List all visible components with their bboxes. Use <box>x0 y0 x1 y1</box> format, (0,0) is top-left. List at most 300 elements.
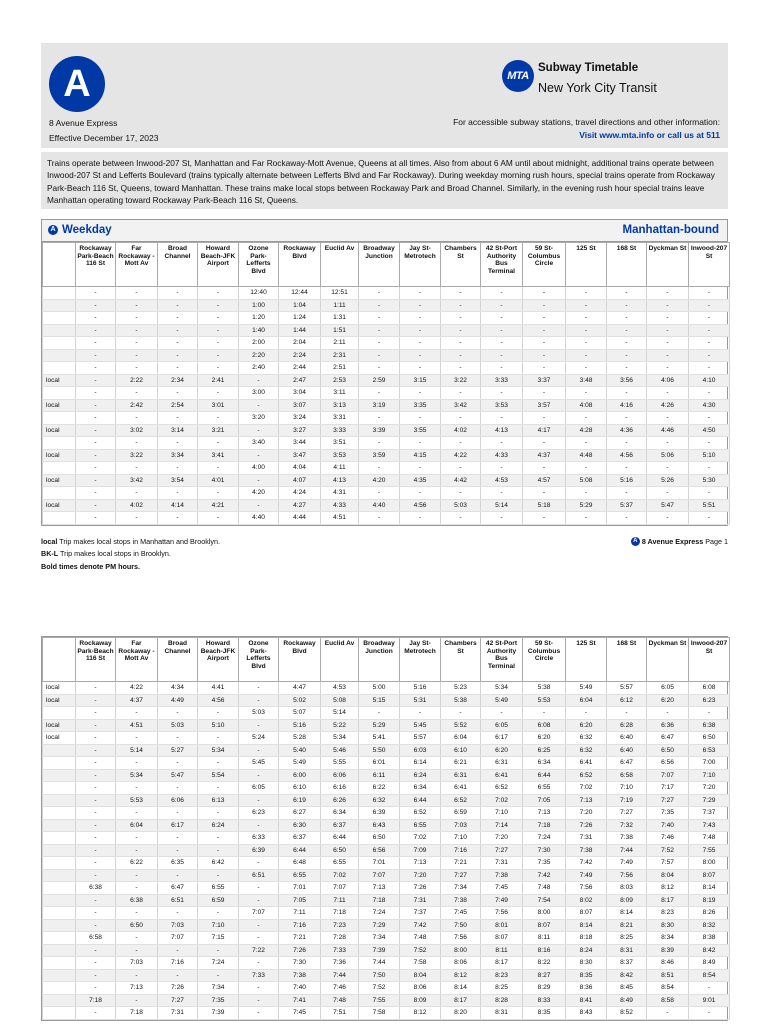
time-cell: 6:56 <box>359 844 400 857</box>
time-cell: 4:27 <box>279 499 321 512</box>
time-cell: - <box>76 907 116 920</box>
column-header: 59 St-Columbus Circle <box>523 638 566 682</box>
time-cell: 3:47 <box>279 449 321 462</box>
time-cell: - <box>359 487 400 500</box>
time-cell: - <box>239 719 279 732</box>
time-cell: 3:37 <box>523 374 566 387</box>
time-cell: 5:46 <box>321 744 359 757</box>
time-cell: - <box>198 287 239 300</box>
trip-note-cell <box>43 387 76 400</box>
time-cell: - <box>76 512 116 525</box>
time-cell: 3:42 <box>116 474 158 487</box>
time-cell: 8:25 <box>607 932 647 945</box>
time-cell: - <box>198 312 239 325</box>
time-cell: - <box>647 299 689 312</box>
time-cell: 8:17 <box>647 894 689 907</box>
time-cell: 4:24 <box>279 487 321 500</box>
time-cell: - <box>607 362 647 375</box>
time-cell: 8:06 <box>441 957 481 970</box>
time-cell: - <box>158 337 198 350</box>
time-cell: - <box>523 487 566 500</box>
time-cell: 1:24 <box>279 312 321 325</box>
time-cell: 5:22 <box>321 719 359 732</box>
time-cell: - <box>239 474 279 487</box>
time-cell: - <box>116 844 158 857</box>
time-cell: 5:47 <box>158 769 198 782</box>
time-cell: 6:08 <box>523 719 566 732</box>
time-cell: 7:35 <box>647 807 689 820</box>
time-cell: 7:38 <box>566 844 607 857</box>
time-cell: - <box>647 287 689 300</box>
time-cell: 6:30 <box>279 819 321 832</box>
time-cell: 7:45 <box>441 907 481 920</box>
trip-note-cell <box>43 1007 76 1020</box>
time-cell: - <box>198 487 239 500</box>
time-cell: 5:10 <box>198 719 239 732</box>
time-cell: - <box>607 287 647 300</box>
time-cell: 5:34 <box>321 732 359 745</box>
time-cell: - <box>239 857 279 870</box>
time-cell: 3:04 <box>279 387 321 400</box>
time-cell: - <box>116 324 158 337</box>
time-cell: 7:38 <box>441 894 481 907</box>
time-cell: 7:27 <box>481 844 523 857</box>
time-cell: - <box>76 807 116 820</box>
time-cell: 4:10 <box>689 374 730 387</box>
time-cell: 2:59 <box>359 374 400 387</box>
time-cell: 4:31 <box>321 487 359 500</box>
time-cell: - <box>607 707 647 720</box>
time-cell: 5:15 <box>359 694 400 707</box>
time-cell: 5:57 <box>607 682 647 695</box>
time-cell: 6:33 <box>239 832 279 845</box>
trip-note-cell <box>43 807 76 820</box>
time-cell: - <box>76 794 116 807</box>
time-cell: 5:10 <box>689 449 730 462</box>
time-cell: 3:19 <box>359 399 400 412</box>
time-cell: 3:34 <box>158 449 198 462</box>
time-cell: 4:07 <box>279 474 321 487</box>
time-cell: 7:42 <box>523 869 566 882</box>
time-cell: - <box>76 682 116 695</box>
time-cell: 7:31 <box>481 857 523 870</box>
time-cell: 3:22 <box>441 374 481 387</box>
time-cell: - <box>239 894 279 907</box>
table-row <box>43 299 730 312</box>
time-cell: 8:00 <box>441 944 481 957</box>
time-cell: 8:27 <box>523 969 566 982</box>
route-name: 8 Avenue Express <box>49 118 118 128</box>
time-cell: 7:27 <box>607 807 647 820</box>
time-cell: 7:03 <box>116 957 158 970</box>
time-cell: - <box>607 324 647 337</box>
trip-note-cell <box>43 462 76 475</box>
time-cell: 6:55 <box>400 819 441 832</box>
time-cell: - <box>566 324 607 337</box>
time-cell: 12:51 <box>321 287 359 300</box>
time-cell: 3:48 <box>566 374 607 387</box>
time-cell: 7:02 <box>566 782 607 795</box>
time-cell: 7:13 <box>116 982 158 995</box>
time-cell: - <box>441 312 481 325</box>
time-cell: 1:44 <box>279 324 321 337</box>
time-cell: 6:40 <box>607 744 647 757</box>
table-row <box>43 844 730 857</box>
time-cell: 5:14 <box>321 707 359 720</box>
time-cell: 5:54 <box>198 769 239 782</box>
time-cell: 7:00 <box>689 757 730 770</box>
time-cell: - <box>607 437 647 450</box>
time-cell: - <box>239 794 279 807</box>
trip-note-cell <box>43 349 76 362</box>
time-cell: 8:58 <box>647 994 689 1007</box>
time-cell: 3:42 <box>441 399 481 412</box>
time-cell: 1:11 <box>321 299 359 312</box>
column-header: 168 St <box>607 638 647 682</box>
visit-link[interactable]: Visit www.mta.info or call us at 511 <box>579 130 720 140</box>
table-row <box>43 694 730 707</box>
time-cell: - <box>607 412 647 425</box>
time-cell: - <box>158 907 198 920</box>
time-cell: - <box>523 437 566 450</box>
time-cell: 7:16 <box>441 844 481 857</box>
time-cell: 5:49 <box>279 757 321 770</box>
page-ref-page: Page 1 <box>705 536 728 546</box>
time-cell: 5:55 <box>321 757 359 770</box>
time-cell: - <box>116 287 158 300</box>
table-row <box>43 349 730 362</box>
time-cell: - <box>76 462 116 475</box>
time-cell: 5:18 <box>523 499 566 512</box>
time-cell: 7:09 <box>400 844 441 857</box>
time-cell: - <box>566 387 607 400</box>
time-cell: 3:53 <box>321 449 359 462</box>
trip-note-cell <box>43 782 76 795</box>
time-cell: 7:48 <box>321 994 359 1007</box>
time-cell: 6:44 <box>321 832 359 845</box>
time-cell: - <box>239 957 279 970</box>
time-cell: 5:27 <box>158 744 198 757</box>
time-cell: 6:20 <box>523 732 566 745</box>
time-cell: - <box>198 844 239 857</box>
time-cell: 5:30 <box>689 474 730 487</box>
time-cell: 7:27 <box>647 794 689 807</box>
trip-note-cell: local <box>43 719 76 732</box>
time-cell: - <box>400 312 441 325</box>
column-header: Chambers St <box>441 638 481 682</box>
time-cell: 4:02 <box>116 499 158 512</box>
time-cell: - <box>76 437 116 450</box>
time-cell: 3:15 <box>400 374 441 387</box>
time-cell: - <box>523 324 566 337</box>
time-cell: - <box>400 299 441 312</box>
time-cell: - <box>158 387 198 400</box>
time-cell: - <box>647 512 689 525</box>
time-cell: - <box>76 757 116 770</box>
time-cell: 5:03 <box>158 719 198 732</box>
time-cell: 6:28 <box>607 719 647 732</box>
trip-note-cell <box>43 312 76 325</box>
time-cell: - <box>400 707 441 720</box>
time-cell: 7:05 <box>279 894 321 907</box>
time-cell: 7:48 <box>523 882 566 895</box>
column-header: Inwood-207 St <box>689 243 730 287</box>
time-cell: 7:24 <box>523 832 566 845</box>
column-header: Broadway Junction <box>359 638 400 682</box>
time-cell: - <box>76 412 116 425</box>
accessibility-note: For accessible subway stations, travel directions and other information: <box>453 117 720 127</box>
trip-note-cell <box>43 994 76 1007</box>
legend-bkl-key: BK-L <box>41 549 59 558</box>
time-cell: 7:36 <box>321 957 359 970</box>
column-header: 125 St <box>566 243 607 287</box>
table-row <box>43 744 730 757</box>
table-row <box>43 424 730 437</box>
time-cell: 6:16 <box>321 782 359 795</box>
time-cell: - <box>441 287 481 300</box>
time-cell: 7:37 <box>400 907 441 920</box>
time-cell: 8:43 <box>566 1007 607 1020</box>
table-row <box>43 1007 730 1020</box>
time-cell: 8:04 <box>400 969 441 982</box>
time-cell: 8:35 <box>566 969 607 982</box>
time-cell: - <box>441 462 481 475</box>
table-row <box>43 399 730 412</box>
time-cell: - <box>76 337 116 350</box>
time-cell: 8:42 <box>607 969 647 982</box>
trip-note-cell <box>43 337 76 350</box>
time-cell: - <box>400 337 441 350</box>
time-cell: 7:41 <box>279 994 321 1007</box>
time-cell: 6:50 <box>116 919 158 932</box>
time-cell: - <box>359 387 400 400</box>
time-cell: 4:49 <box>158 694 198 707</box>
time-cell: 7:21 <box>441 857 481 870</box>
time-cell: 6:32 <box>566 732 607 745</box>
time-cell: - <box>198 324 239 337</box>
time-cell: 4:02 <box>441 424 481 437</box>
table-row <box>43 362 730 375</box>
time-cell: 9:01 <box>689 994 730 1007</box>
time-cell: - <box>523 412 566 425</box>
time-cell: - <box>647 324 689 337</box>
column-header: Inwood-207 St <box>689 638 730 682</box>
time-cell: 7:31 <box>566 832 607 845</box>
time-cell: 7:22 <box>239 944 279 957</box>
time-cell: - <box>400 349 441 362</box>
time-cell: 7:07 <box>321 882 359 895</box>
time-cell: - <box>481 324 523 337</box>
table-row <box>43 894 730 907</box>
time-cell: - <box>116 944 158 957</box>
time-cell: - <box>198 832 239 845</box>
time-cell: 6:01 <box>359 757 400 770</box>
time-cell: 5:29 <box>566 499 607 512</box>
time-cell: 4:14 <box>158 499 198 512</box>
time-cell: 4:46 <box>647 424 689 437</box>
time-cell: 8:19 <box>689 894 730 907</box>
time-cell: - <box>76 744 116 757</box>
time-cell: - <box>400 287 441 300</box>
column-header: Howard Beach-JFK Airport <box>198 243 239 287</box>
time-cell: 4:01 <box>198 474 239 487</box>
time-cell: 4:26 <box>647 399 689 412</box>
time-cell: - <box>198 412 239 425</box>
time-cell: 3:35 <box>400 399 441 412</box>
column-header: 42 St-Port Authority Bus Terminal <box>481 638 523 682</box>
time-cell: 8:16 <box>523 944 566 957</box>
time-cell: 5:02 <box>279 694 321 707</box>
time-cell: 6:51 <box>158 894 198 907</box>
time-cell: 5:51 <box>689 499 730 512</box>
trip-note-cell: local <box>43 499 76 512</box>
column-header: Rockaway Park-Beach 116 St <box>76 243 116 287</box>
time-cell: 5:37 <box>607 499 647 512</box>
time-cell: 7:18 <box>116 1007 158 1020</box>
time-cell: - <box>76 857 116 870</box>
time-cell: 1:04 <box>279 299 321 312</box>
time-cell: 7:46 <box>647 832 689 845</box>
time-cell: - <box>481 437 523 450</box>
time-cell: 7:02 <box>321 869 359 882</box>
table-row <box>43 437 730 450</box>
time-cell: 7:27 <box>441 869 481 882</box>
time-cell: 7:44 <box>359 957 400 970</box>
time-cell: 3:39 <box>359 424 400 437</box>
time-cell: - <box>441 362 481 375</box>
time-cell: 8:36 <box>566 982 607 995</box>
legend-bkl-text: Trip makes local stops in Brooklyn. <box>60 549 171 558</box>
time-cell: - <box>566 707 607 720</box>
time-cell: - <box>689 337 730 350</box>
time-cell: 6:26 <box>321 794 359 807</box>
time-cell: 3:51 <box>321 437 359 450</box>
time-cell: - <box>198 337 239 350</box>
time-cell: 3:44 <box>279 437 321 450</box>
time-cell: 6:50 <box>359 832 400 845</box>
time-cell: 6:25 <box>523 744 566 757</box>
time-cell: - <box>523 312 566 325</box>
trip-note-cell <box>43 969 76 982</box>
time-cell: 2:04 <box>279 337 321 350</box>
time-cell: - <box>198 362 239 375</box>
time-cell: 7:27 <box>158 994 198 1007</box>
time-cell: - <box>359 337 400 350</box>
time-cell: 5:03 <box>239 707 279 720</box>
time-cell: - <box>400 324 441 337</box>
mta-logo-icon: MTA <box>502 60 534 92</box>
time-cell: 6:36 <box>647 719 689 732</box>
time-cell: 6:31 <box>481 757 523 770</box>
trip-note-cell: local <box>43 424 76 437</box>
time-cell: 6:03 <box>400 744 441 757</box>
time-cell: 6:50 <box>647 744 689 757</box>
time-cell: 6:35 <box>158 857 198 870</box>
time-cell: 5:38 <box>523 682 566 695</box>
time-cell: 5:49 <box>566 682 607 695</box>
trip-note-cell <box>43 362 76 375</box>
time-cell: - <box>198 299 239 312</box>
time-cell: - <box>689 1007 730 1020</box>
table-row <box>43 374 730 387</box>
time-cell: - <box>116 462 158 475</box>
time-cell: - <box>481 362 523 375</box>
time-cell: 6:51 <box>239 869 279 882</box>
time-cell: 6:37 <box>321 819 359 832</box>
time-cell: - <box>76 499 116 512</box>
time-cell: 4:28 <box>566 424 607 437</box>
time-cell: - <box>689 707 730 720</box>
time-cell: 5:53 <box>116 794 158 807</box>
time-cell: - <box>689 982 730 995</box>
column-header <box>43 243 76 287</box>
time-cell: 6:52 <box>566 769 607 782</box>
time-cell: - <box>481 487 523 500</box>
time-cell: 6:55 <box>279 869 321 882</box>
time-cell: 8:46 <box>647 957 689 970</box>
time-cell: 6:34 <box>400 782 441 795</box>
time-cell: 6:23 <box>239 807 279 820</box>
time-cell: 6:48 <box>279 857 321 870</box>
time-cell: 7:48 <box>689 832 730 845</box>
time-cell: - <box>689 487 730 500</box>
time-cell: - <box>116 832 158 845</box>
time-cell: - <box>239 499 279 512</box>
time-cell: - <box>523 387 566 400</box>
time-cell: 6:38 <box>76 882 116 895</box>
time-cell: 6:47 <box>647 732 689 745</box>
time-cell: 7:07 <box>359 869 400 882</box>
time-cell: - <box>689 512 730 525</box>
timetable-subtitle: New York City Transit <box>538 81 657 95</box>
table-row <box>43 957 730 970</box>
column-header: Howard Beach-JFK Airport <box>198 638 239 682</box>
trip-note-cell <box>43 437 76 450</box>
time-cell: 5:29 <box>359 719 400 732</box>
time-cell: - <box>607 349 647 362</box>
time-cell: - <box>158 487 198 500</box>
time-cell: 5:28 <box>279 732 321 745</box>
time-cell: 8:22 <box>523 957 566 970</box>
time-cell: 3:31 <box>321 412 359 425</box>
column-header: Euclid Av <box>321 638 359 682</box>
time-cell: 6:52 <box>481 782 523 795</box>
time-cell: 6:38 <box>689 719 730 732</box>
time-cell: - <box>441 512 481 525</box>
time-cell: - <box>76 869 116 882</box>
time-cell: 3:40 <box>239 437 279 450</box>
time-cell: 8:26 <box>689 907 730 920</box>
time-cell: - <box>481 707 523 720</box>
trip-note-cell <box>43 882 76 895</box>
time-cell: 8:42 <box>689 944 730 957</box>
time-cell: - <box>441 349 481 362</box>
time-cell: 4:06 <box>647 374 689 387</box>
time-cell: 6:34 <box>321 807 359 820</box>
time-cell: - <box>689 437 730 450</box>
timetable-page <box>41 43 728 573</box>
time-cell: 3:01 <box>198 399 239 412</box>
trip-note-cell: local <box>43 449 76 462</box>
time-cell: 3:20 <box>239 412 279 425</box>
table-row <box>43 732 730 745</box>
time-cell: 8:14 <box>441 982 481 995</box>
time-cell: 7:58 <box>400 957 441 970</box>
table-row <box>43 907 730 920</box>
time-cell: 7:18 <box>523 819 566 832</box>
time-cell: 12:44 <box>279 287 321 300</box>
column-header: Rockaway Blvd <box>279 638 321 682</box>
